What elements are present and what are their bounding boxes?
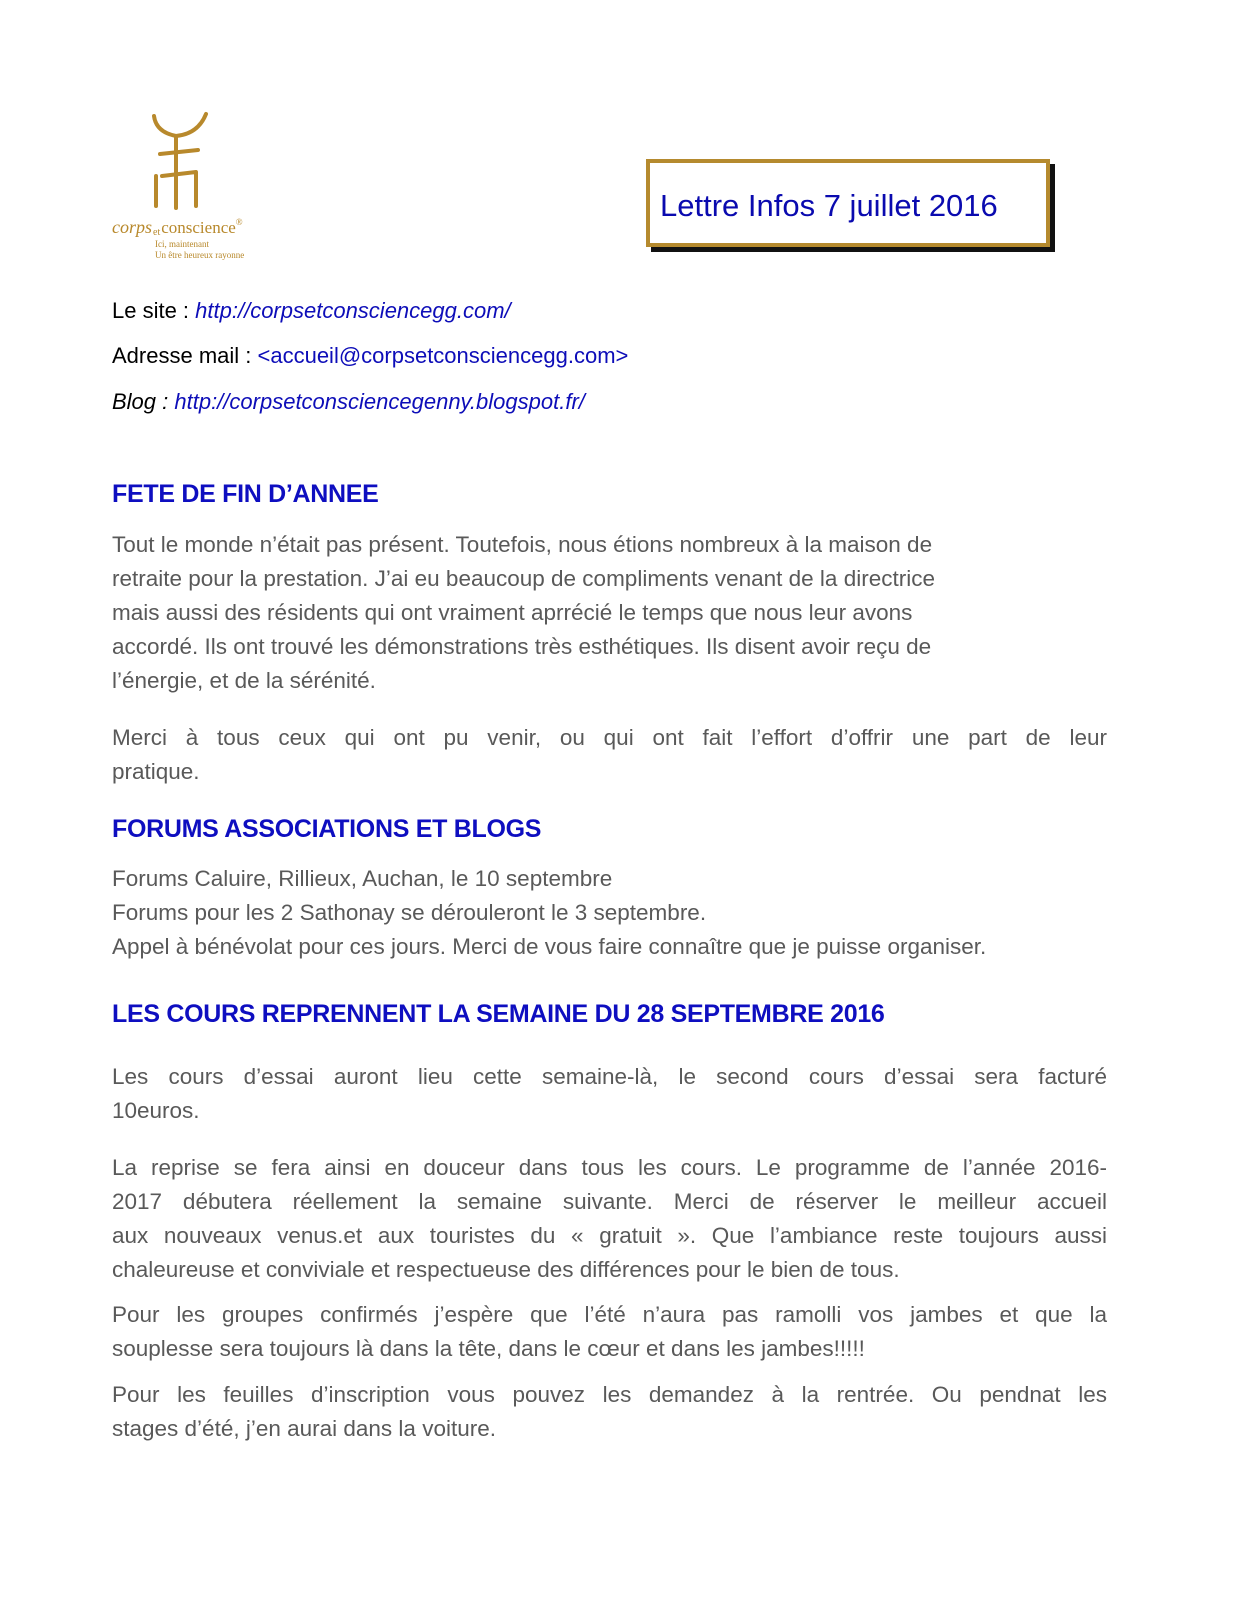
text-line: pratique. — [112, 759, 200, 784]
text-line: souplesse sera toujours là dans la tête, dans le cœur et dans les jambes!!!!! — [112, 1336, 865, 1361]
cours-paragraph-4 — [112, 1378, 1107, 1446]
logo-brand-mark: ® — [235, 217, 243, 227]
logo-brand-part2: et — [153, 227, 161, 238]
text-line: chaleureuse et conviviale et respectueuse des différences pour le bien de tous. — [112, 1257, 900, 1282]
text-line: Merci à tous ceux qui ont pu venir, ou qui ont fait l’effort d’offrir une part de leur — [112, 725, 1107, 750]
section-heading-cours: LES COURS REPRENNENT LA SEMAINE DU 28 SEPTEMBRE 2016 — [112, 1000, 885, 1028]
text-line: Appel à bénévolat pour ces jours. Merci de vous faire connaître que je puisse organiser. — [112, 934, 987, 959]
title-box — [646, 159, 1050, 247]
text-line: Les cours d’essai auront lieu cette semaine-là, le second cours d’essai sera facturé — [112, 1064, 1107, 1089]
forums-paragraph — [112, 862, 1107, 964]
site-link[interactable]: http://corpsetconsciencegg.com/ — [195, 298, 511, 323]
contact-blog-line — [112, 389, 585, 415]
text-line: stages d’été, j’en aurai dans la voiture. — [112, 1416, 496, 1441]
text-line: Forums pour les 2 Sathonay se dérouleront le 3 septembre. — [112, 900, 707, 925]
text-line: Tout le monde n’était pas présent. Toutefois, nous étions nombreux à la maison de — [112, 532, 933, 557]
cours-paragraph-3 — [112, 1298, 1107, 1366]
text-line: La reprise se fera ainsi en douceur dans tous les cours. Le programme de l’année 2016- — [112, 1155, 1107, 1180]
amazigh-yaz-symbol-icon — [148, 110, 218, 210]
fete-paragraph-2 — [112, 721, 1107, 789]
logo-brand-part3: conscience — [161, 218, 236, 237]
blog-label: Blog : — [112, 389, 175, 414]
text-line: Pour les feuilles d’inscription vous pouvez les demandez à la rentrée. Ou pendnat les — [112, 1382, 1107, 1407]
text-line: Forums Caluire, Rillieux, Auchan, le 10 septembre — [112, 866, 613, 891]
cours-paragraph-1 — [112, 1060, 1107, 1128]
text-line: mais aussi des résidents qui ont vraiment aprrécié le temps que nous leur avons — [112, 600, 913, 625]
contact-site-line — [112, 298, 511, 324]
text-line: 2017 débutera réellement la semaine suivante. Merci de réserver le meilleur accueil — [112, 1189, 1107, 1214]
newsletter-title: Lettre Infos 7 juillet 2016 — [660, 188, 998, 223]
section-heading-fete: FETE DE FIN D’ANNEE — [112, 480, 379, 508]
text-line: l’énergie, et de la sérénité. — [112, 668, 376, 693]
logo-brand-name — [112, 217, 243, 238]
text-line: Pour les groupes confirmés j’espère que l’été n’aura pas ramolli vos jambes et que la — [112, 1302, 1107, 1327]
mail-link[interactable]: <accueil@corpsetconsciencegg.com> — [257, 343, 629, 368]
contact-mail-line — [112, 343, 628, 369]
logo-brand-part1: corps — [112, 217, 152, 237]
logo — [108, 110, 268, 270]
cours-paragraph-2 — [112, 1151, 1107, 1287]
text-line: aux nouveaux venus.et aux touristes du « gratuit ». Que l’ambiance reste toujours aussi — [112, 1223, 1107, 1248]
site-label: Le site : — [112, 298, 196, 323]
logo-tagline-1: Ici, maintenant — [155, 239, 209, 249]
text-line: accordé. Ils ont trouvé les démonstrations très esthétiques. Ils disent avoir reçu de — [112, 634, 932, 659]
logo-tagline-2: Un être heureux rayonne — [155, 250, 245, 260]
section-heading-forums: FORUMS ASSOCIATIONS ET BLOGS — [112, 815, 542, 843]
text-line: retraite pour la prestation. J’ai eu beaucoup de compliments venant de la directrice — [112, 566, 935, 591]
text-line: 10euros. — [112, 1098, 200, 1123]
mail-label: Adresse mail : — [112, 343, 258, 368]
fete-paragraph-1 — [112, 528, 1107, 698]
blog-link[interactable]: http://corpsetconsciencegenny.blogspot.fr/ — [174, 389, 585, 414]
